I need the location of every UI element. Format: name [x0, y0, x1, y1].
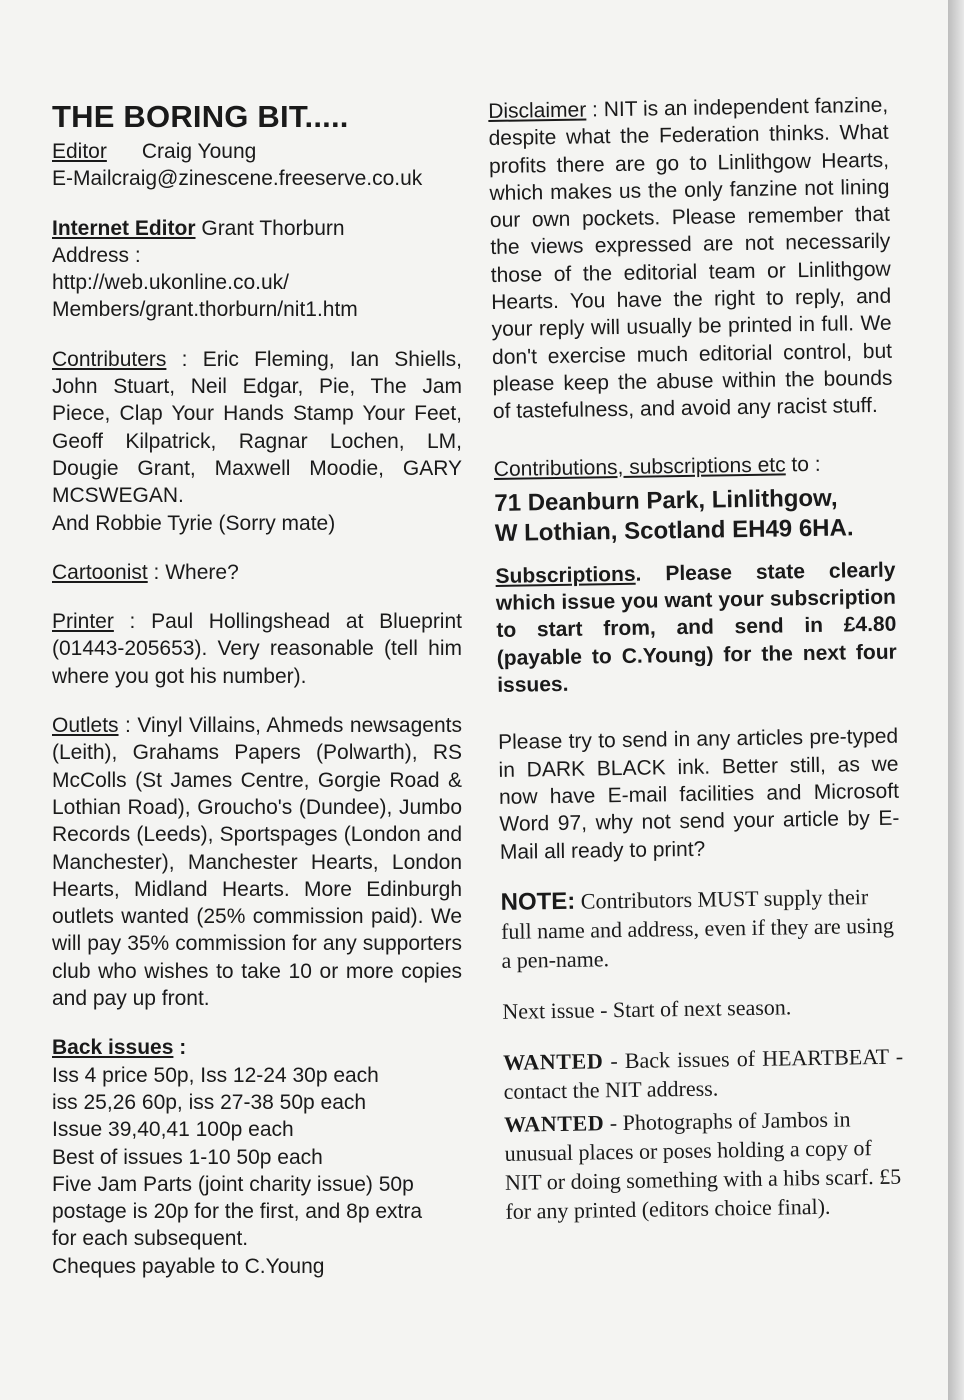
left-column [52, 98, 462, 1302]
cartoonist-block [52, 559, 462, 586]
back-issues-line: Iss 4 price 50p, Iss 12-24 30p each [52, 1063, 379, 1087]
contributers-extra: And Robbie Tyrie (Sorry mate) [52, 511, 336, 535]
contributers-text: : Eric Fleming, Ian Shiells, John Stuart, Neil Edgar, Pie, The Jam Piece, Clap Your Hands Stamp Your Feet, Geoff Kilpatrick, Ragnar Lochen, LM, Dougie Grant, Maxwell Moodie, GARY MCSWEGAN. [52, 347, 462, 508]
back-issues-line: iss 25,26 60p, iss 27-38 50p each [52, 1090, 367, 1114]
contributers-block [52, 346, 462, 537]
subscriptions-block [495, 557, 897, 700]
wanted-label: WANTED [503, 1110, 605, 1137]
back-issues-block [52, 1034, 462, 1280]
back-issues-line: postage is 20p for the first, and 8p extra [52, 1200, 423, 1224]
back-issues-label: Back issues [52, 1036, 174, 1060]
subscriptions-label: Subscriptions [495, 562, 636, 588]
outlets-block [52, 712, 462, 1012]
contributers-label: Contributers [52, 347, 167, 371]
address-url-line2: Members/grant.thorburn/nit1.htm [52, 298, 358, 322]
back-issues-line: Issue 39,40,41 100p each [52, 1118, 294, 1142]
note-block [500, 881, 901, 974]
postal-address-line1: 71 Deanburn Park, Linlithgow, [494, 484, 838, 517]
cartoonist-text: : Where? [147, 560, 239, 584]
subscriptions-text: . Please state clearly which issue you want your subscription to start from, and send in £4.80 (payable to C.Young) for the next four issues. [495, 558, 897, 697]
right-column [488, 92, 906, 1226]
email-label: E-Mail [52, 167, 112, 191]
editor-block [52, 138, 462, 193]
internet-editor-block [52, 215, 462, 324]
wanted-label: WANTED [502, 1048, 604, 1075]
contributions-block [494, 449, 895, 549]
address-url-line1: http://web.ukonline.co.uk/ [52, 271, 289, 295]
note-text: Contributors MUST supply their full name and address, even if they are using a pen-name. [500, 883, 895, 973]
printer-text: : Paul Hollingshead at Blueprint (01443-205653). Very reasonable (tell him where you got his number). [52, 610, 462, 688]
wanted-photos-block [504, 1103, 906, 1225]
contributions-label: Contributions, subscriptions etc [493, 452, 786, 481]
contributions-to: to : [785, 452, 821, 476]
cartoonist-label: Cartoonist [52, 560, 148, 584]
wanted-back-issues-block [503, 1041, 904, 1105]
printer-label: Printer [52, 610, 114, 634]
next-issue-block [502, 990, 902, 1025]
back-issues-line: Best of issues 1-10 50p each [52, 1145, 323, 1169]
back-issues-line: Five Jam Parts (joint charity issue) 50p [52, 1172, 414, 1196]
back-issues-line: for each subsequent. [52, 1227, 249, 1251]
postal-address [494, 483, 895, 549]
editor-label: Editor [52, 140, 107, 163]
disclaimer-label: Disclaimer [488, 98, 587, 123]
articles-text: Please try to send in any articles pre-typed in DARK BLACK ink. Better still, as we now have E-mail facilities and Microsoft Word 97, why not send your article by E-Mail all ready to print? [497, 724, 900, 864]
page-edge [948, 0, 964, 1400]
editor-name: Craig Young [141, 140, 257, 163]
outlets-text: : Vinyl Villains, Ahmeds newsagents (Leith), Grahams Papers (Polwarth), RS McColls (St James Centre, Gorgie Road & Lothian Road), Groucho's (Dundee), Jumbo Records (Leeds), Sportspages (London and Manchester), Manchester Hearts, London Hearts, Midland Hearts. More Edinburgh outlets wanted (25% commission paid). We will pay 35% commission for any supporters club who wishes to take 10 or more copies and pay up front. [52, 714, 462, 1011]
note-label: NOTE: [500, 887, 576, 916]
disclaimer-text: : NIT is an independent fanzine, despite what the Federation thinks. What profits there are go to Linlithgow Hearts, which makes us the only fanzine not lining our own pockets. Please remember that the views expressed are not necessarily those of the editorial team or Linlithgow Hearts. You have the right to reply, and your reply will usually be printed in full. We don't exercise much editorial control, but please keep the abuse within the bounds of tastefulness, and avoid any racist stuff. [488, 93, 893, 424]
address-label: Address : [52, 243, 141, 267]
next-issue-text: Next issue - Start of next season. [502, 994, 792, 1024]
page-title: THE BORING BIT..... [52, 99, 349, 134]
postal-address-line2: W Lothian, Scotland EH49 6HA. [494, 514, 854, 547]
email-value: craig@zinescene.freeserve.co.uk [111, 167, 423, 191]
disclaimer-block [488, 92, 893, 426]
outlets-label: Outlets [52, 714, 119, 738]
back-issues-colon: : [173, 1036, 187, 1060]
back-issues-line: Cheques payable to C.Young [52, 1254, 325, 1278]
articles-block [498, 723, 900, 866]
internet-editor-label: Internet Editor [52, 216, 196, 240]
wanted-back-issues-text: - Back issues of HEARTBEAT - contact the NIT address. [503, 1043, 904, 1104]
wanted-photos-text: - Photographs of Jambos in unusual places or poses holding a copy of NIT or doing something with a hibs scarf. £5 for any printed (editors choice final). [504, 1106, 902, 1224]
printer-block [52, 608, 462, 690]
internet-editor-name: Grant Thorburn [201, 216, 345, 240]
